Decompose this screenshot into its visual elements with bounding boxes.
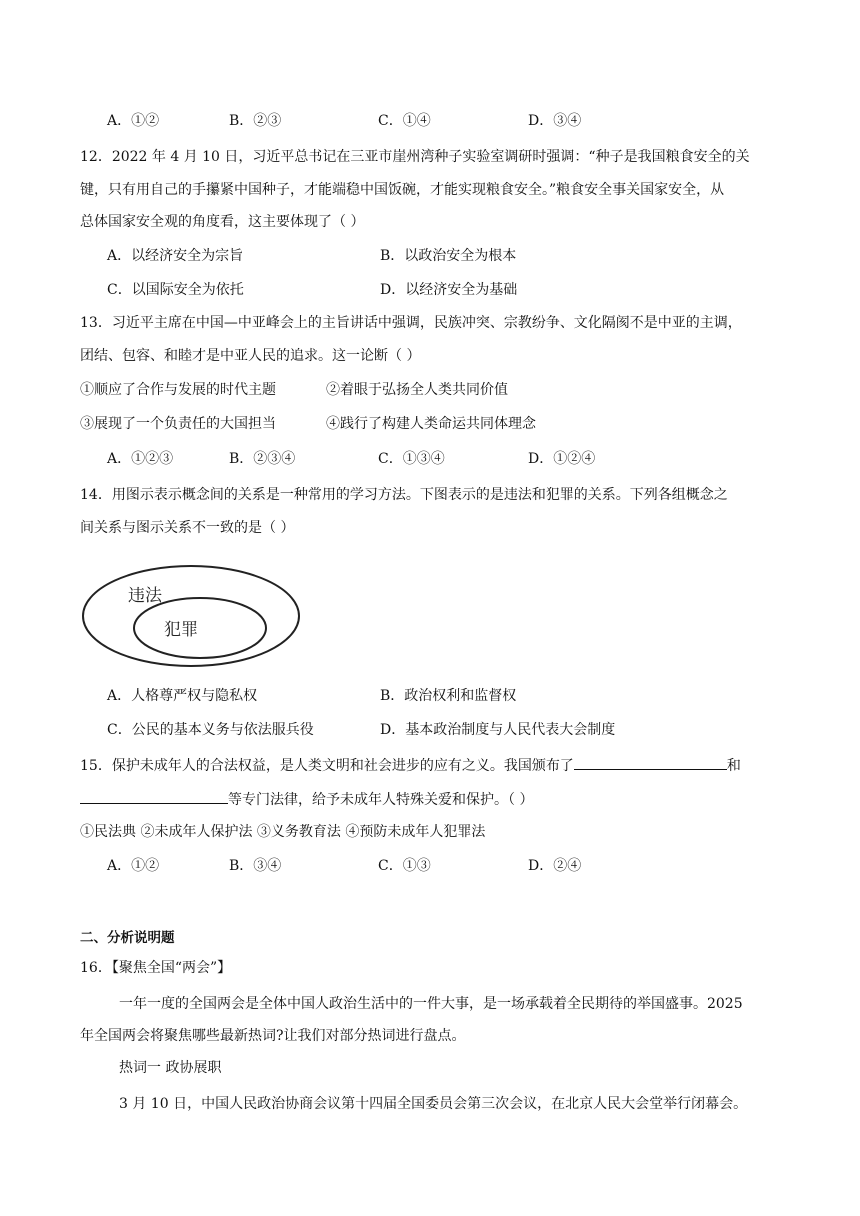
q13-stem-line-1: 13．习近平主席在中国—中亚峰会上的主旨讲话中强调，民族冲突、宗教纷争、文化隔阂不是中亚的主调， bbox=[80, 315, 742, 331]
q16-paragraph-line-3: 3 月 10 日，中国人民政治协商会议第十四届全国委员会第三次会议，在北京人民大会堂举行闭幕会。 bbox=[119, 1096, 748, 1112]
q15-stem-line-1 bbox=[80, 754, 741, 776]
outer-label: 违法 bbox=[128, 586, 162, 606]
outer-ellipse-illegal bbox=[83, 566, 299, 666]
q14-stem-line-2: 间关系与图示关系不一致的是（ ） bbox=[80, 520, 295, 536]
q14-option-a[interactable]: A．人格尊严权与隐私权 bbox=[107, 688, 258, 704]
q12-option-b[interactable]: B．以政治安全为根本 bbox=[380, 248, 517, 264]
venn-diagram bbox=[78, 560, 308, 670]
q12-stem-line-3: 总体国家安全观的角度看，这主要体现了（ ） bbox=[80, 214, 365, 230]
q15-stem-text-2: 等专门法律，给予未成年人特殊关爱和保护。（ ） bbox=[228, 792, 534, 808]
q16-title: 16．【聚焦全国“两会”】 bbox=[80, 960, 232, 976]
q13-statement-1: ①顺应了合作与发展的时代主题 bbox=[80, 382, 276, 398]
section-heading: 二、分析说明题 bbox=[80, 930, 175, 946]
q11-option-c[interactable]: C．①④ bbox=[378, 113, 431, 129]
q15-option-d[interactable]: D．②④ bbox=[528, 858, 582, 874]
inner-ellipse-crime bbox=[134, 598, 266, 658]
q13-statement-4: ④践行了构建人类命运共同体理念 bbox=[326, 416, 536, 432]
q16-hotword-heading: 热词一 政协展职 bbox=[119, 1060, 222, 1076]
q13-option-c[interactable]: C．①③④ bbox=[378, 451, 445, 467]
q15-blank-2[interactable] bbox=[80, 788, 228, 804]
q13-option-a[interactable]: A．①②③ bbox=[107, 451, 174, 467]
q16-paragraph-line-2: 年全国两会将聚焦哪些最新热词?让我们对部分热词进行盘点。 bbox=[80, 1028, 466, 1044]
q12-stem-line-2: 键，只有用自己的手攥紧中国种子，才能端稳中国饭碗，才能实现粮食安全。”粮食安全事关国家安全，从 bbox=[80, 182, 725, 198]
q15-statements: ①民法典 ②未成年人保护法 ③义务教育法 ④预防未成年人犯罪法 bbox=[80, 824, 486, 840]
q11-option-b[interactable]: B．②③ bbox=[229, 113, 282, 129]
q12-option-d[interactable]: D．以经济安全为基础 bbox=[380, 282, 518, 298]
q14-stem-line-1: 14．用图示表示概念间的关系是一种常用的学习方法。下图表示的是违法和犯罪的关系。下列各组概念之 bbox=[80, 487, 728, 503]
q12-stem-line-1: 12．2022 年 4 月 10 日，习近平总书记在三亚市崖州湾种子实验室调研时强调：“种子是我国粮食安全的关 bbox=[80, 149, 750, 165]
q13-stem-line-2: 团结、包容、和睦才是中亚人民的追求。这一论断（ ） bbox=[80, 348, 421, 364]
q11-option-d[interactable]: D．③④ bbox=[528, 113, 582, 129]
q15-stem-tail-1: 和 bbox=[726, 758, 741, 774]
q13-option-d[interactable]: D．①②④ bbox=[528, 451, 596, 467]
q13-option-b[interactable]: B．②③④ bbox=[229, 451, 296, 467]
q15-stem-text-1: 15．保护未成年人的合法权益，是人类文明和社会进步的应有之义。我国颁布了 bbox=[80, 758, 574, 774]
q16-paragraph-line-1: 一年一度的全国两会是全体中国人政治生活中的一件大事，是一场承载着全民期待的举国盛事。2025 bbox=[119, 996, 743, 1012]
q15-option-b[interactable]: B．③④ bbox=[229, 858, 282, 874]
q14-option-c[interactable]: C．公民的基本义务与依法服兵役 bbox=[107, 722, 314, 738]
q13-statement-3: ③展现了一个负责任的大国担当 bbox=[80, 416, 276, 432]
q15-blank-1[interactable] bbox=[574, 754, 727, 770]
q13-statement-2: ②着眼于弘扬全人类共同价值 bbox=[326, 382, 508, 398]
q12-option-c[interactable]: C．以国际安全为依托 bbox=[107, 282, 244, 298]
q15-option-c[interactable]: C．①③ bbox=[378, 858, 431, 874]
q12-option-a[interactable]: A．以经济安全为宗旨 bbox=[107, 248, 244, 264]
q11-option-a[interactable]: A．①② bbox=[107, 113, 160, 129]
q14-option-b[interactable]: B．政治权利和监督权 bbox=[380, 688, 517, 704]
q15-option-a[interactable]: A．①② bbox=[107, 858, 160, 874]
q15-stem-line-2 bbox=[80, 788, 533, 810]
q14-option-d[interactable]: D．基本政治制度与人民代表大会制度 bbox=[380, 722, 616, 738]
inner-label: 犯罪 bbox=[164, 620, 198, 640]
